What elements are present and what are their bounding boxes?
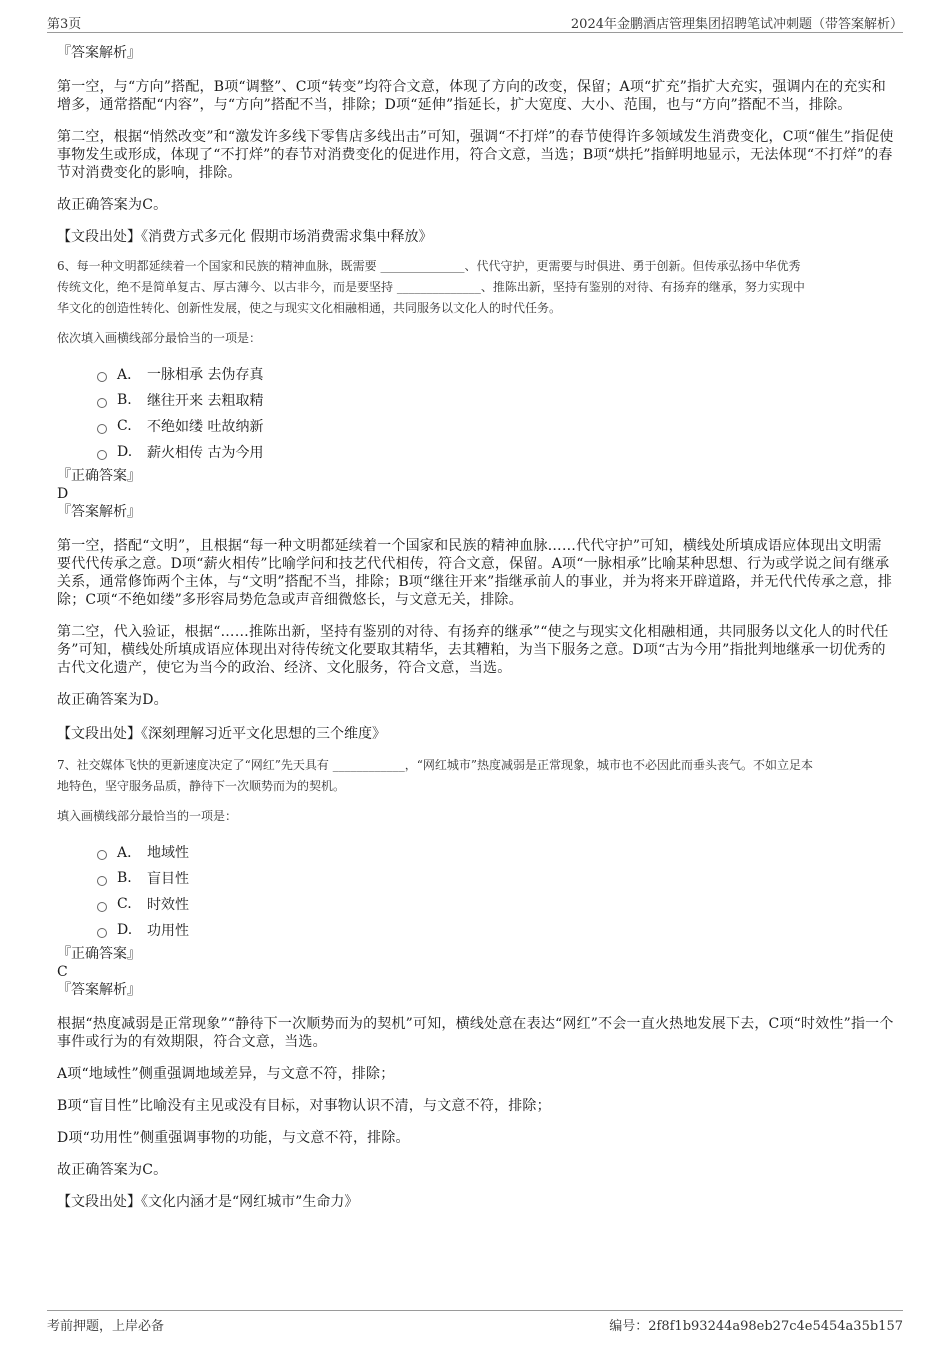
option-text: 时效性 [147, 897, 189, 913]
page-number: 第3页 [47, 17, 82, 32]
q6-prompt: 依次填入画横线部分最恰当的一项是： [57, 331, 262, 345]
q5-source: 【文段出处】《消费方式多元化 假期市场消费需求集中释放》 [57, 229, 433, 245]
q7-analysis-para2: A项“地域性”侧重强调地域差异，与文意不符，排除； [57, 1066, 395, 1082]
q7-option-c[interactable] [97, 891, 895, 917]
q6-stem-line3: 华文化的创造性转化、创新性发展，使之与现实文化相融相通，共同服务以文化人的时代任务。 [57, 301, 562, 315]
radio-icon[interactable] [97, 928, 107, 938]
q6-conclusion: 故正确答案为D。 [57, 692, 168, 708]
q6-analysis-para1: 第一空，搭配“文明”，且根据“每一种文明都延续着一个国家和民族的精神血脉……代代守护”可知，横线处所填成语应体现出文明需要代代传承之意。D项“薪火相传”比喻学问和技艺代代相传，符合文意，保留。A项“一脉相承”比喻某种思想、行为或学说之间有继承关系，通常修饰两个主体，与“文明”搭配不当，排除；B项“继往开来”指继承前人的事业，并为将来开辟道路，并无代代传承之意，排除；C项“不绝如缕”多形容局势危急或声音细微悠长，与文意无关，排除。 [57, 538, 893, 608]
q7-option-d[interactable] [97, 917, 895, 943]
question-7 [57, 755, 895, 1211]
q7-options [57, 839, 895, 943]
q7-source: 【文段出处】《文化内涵才是“网红城市”生命力》 [57, 1194, 359, 1210]
q6-correct-label: 『正确答案』 [57, 468, 141, 484]
page-content [57, 44, 895, 1211]
option-letter: A． [117, 845, 142, 861]
document-title: 2024年金鹏酒店管理集团招聘笔试冲刺题（带答案解析） [570, 17, 903, 32]
q7-option-a[interactable] [97, 839, 895, 865]
q6-option-c[interactable] [97, 413, 895, 439]
q5-analysis-para1: 第一空，与“方向”搭配，B项“调整”、C项“转变”均符合文意，体现了方向的改变，保留；A项“扩充”指扩大充实，强调内在的充实和增多，通常搭配“内容”，与“方向”搭配不当，排除；D项“延伸”指延长，扩大宽度、大小、范围，也与“方向”搭配不当，排除。 [57, 79, 886, 113]
radio-icon[interactable] [97, 876, 107, 886]
option-text: 功用性 [147, 923, 189, 939]
q6-analysis-label: 『答案解析』 [57, 504, 141, 520]
option-text: 不绝如缕 吐故纳新 [147, 419, 264, 435]
q6-options [57, 361, 895, 465]
option-text: 薪火相传 古为今用 [147, 445, 264, 461]
option-letter: D. [117, 922, 133, 938]
q6-option-b[interactable] [97, 387, 895, 413]
radio-icon[interactable] [97, 450, 107, 460]
q7-conclusion: 故正确答案为C。 [57, 1162, 168, 1178]
option-letter: C. [117, 896, 132, 912]
option-letter: C. [117, 418, 132, 434]
radio-icon[interactable] [97, 398, 107, 408]
page-footer [47, 1310, 903, 1335]
document-code: 编号：2f8f1b93244a98eb27c4e5454a35b157 [609, 1319, 903, 1334]
q7-correct-label: 『正确答案』 [57, 946, 141, 962]
option-letter: B. [117, 870, 132, 886]
q7-stem-line2: 地特色，坚守服务品质，静待下一次顺势而为的契机。 [57, 779, 346, 793]
option-letter: B. [117, 392, 132, 408]
q5-analysis-label: 『答案解析』 [57, 45, 141, 61]
question-6 [57, 256, 895, 743]
footer-slogan: 考前押题，上岸必备 [47, 1319, 165, 1334]
radio-icon[interactable] [97, 424, 107, 434]
q7-analysis-para4: D项“功用性”侧重强调事物的功能，与文意不符，排除。 [57, 1130, 410, 1146]
q7-analysis-para1: 根据“热度减弱是正常现象”“静待下一次顺势而为的契机”可知，横线处意在表达“网红”不会一直火热地发展下去，C项“时效性”指一个事件或行为的有效期限，符合文意，当选。 [57, 1016, 894, 1050]
option-text: 地域性 [147, 845, 189, 861]
q6-stem-line2: 传统文化，绝不是简单复古、厚古薄今、以古非今，而是要坚持 ______________、推陈出新，坚持有鉴别的对待、有扬弃的继承，努力实现中 [57, 280, 805, 294]
page-header [47, 10, 903, 33]
option-text: 一脉相承 去伪存真 [147, 367, 264, 383]
q7-analysis-label: 『答案解析』 [57, 982, 141, 998]
radio-icon[interactable] [97, 902, 107, 912]
radio-icon[interactable] [97, 372, 107, 382]
q7-correct-answer: C [57, 964, 68, 980]
q7-stem-line1: 7、社交媒体飞快的更新速度决定了“网红”先天具有 ____________，“网红城市”热度减弱是正常现象，城市也不必因此而垂头丧气。不如立足本 [57, 758, 813, 772]
q5-analysis-para2: 第二空，根据“悄然改变”和“激发许多线下零售店多线出击”可知，强调“不打烊”的春节使得许多领域发生消费变化，C项“催生”指促使事物发生或形成，体现了“不打烊”的春节对消费变化的促进作用，符合文意，当选；B项“烘托”指鲜明地显示，无法体现“不打烊”的春节对消费变化的影响，排除。 [57, 129, 894, 181]
option-letter: A． [117, 367, 142, 383]
q6-analysis-para2: 第二空，代入验证，根据“……推陈出新，坚持有鉴别的对待、有扬弃的继承”“使之与现实文化相融相通，共同服务以文化人的时代任务”可知，横线处所填成语应体现出对待传统文化要取其精华，去其糟粕，为当下服务之意。D项“古为今用”指批判地继承一切优秀的古代文化遗产，使它为当今的政治、经济、文化服务，符合文意，当选。 [57, 624, 889, 676]
q6-option-d[interactable] [97, 439, 895, 465]
option-text: 继往开来 去粗取精 [147, 393, 264, 409]
option-text: 盲目性 [147, 871, 189, 887]
q6-correct-answer: D [57, 486, 69, 502]
q6-source: 【文段出处】《深刻理解习近平文化思想的三个维度》 [57, 726, 386, 742]
q6-stem-line1: 6、每一种文明都延续着一个国家和民族的精神血脉，既需要 ______________、代代守护，更需要与时俱进、勇于创新。但传承弘扬中华优秀 [57, 259, 801, 273]
option-letter: D. [117, 444, 133, 460]
q7-analysis-para3: B项“盲目性”比喻没有主见或没有目标，对事物认识不清，与文意不符，排除； [57, 1098, 551, 1114]
q7-option-b[interactable] [97, 865, 895, 891]
q7-prompt: 填入画横线部分最恰当的一项是： [57, 809, 238, 823]
q5-conclusion: 故正确答案为C。 [57, 197, 168, 213]
q6-option-a[interactable] [97, 361, 895, 387]
radio-icon[interactable] [97, 850, 107, 860]
